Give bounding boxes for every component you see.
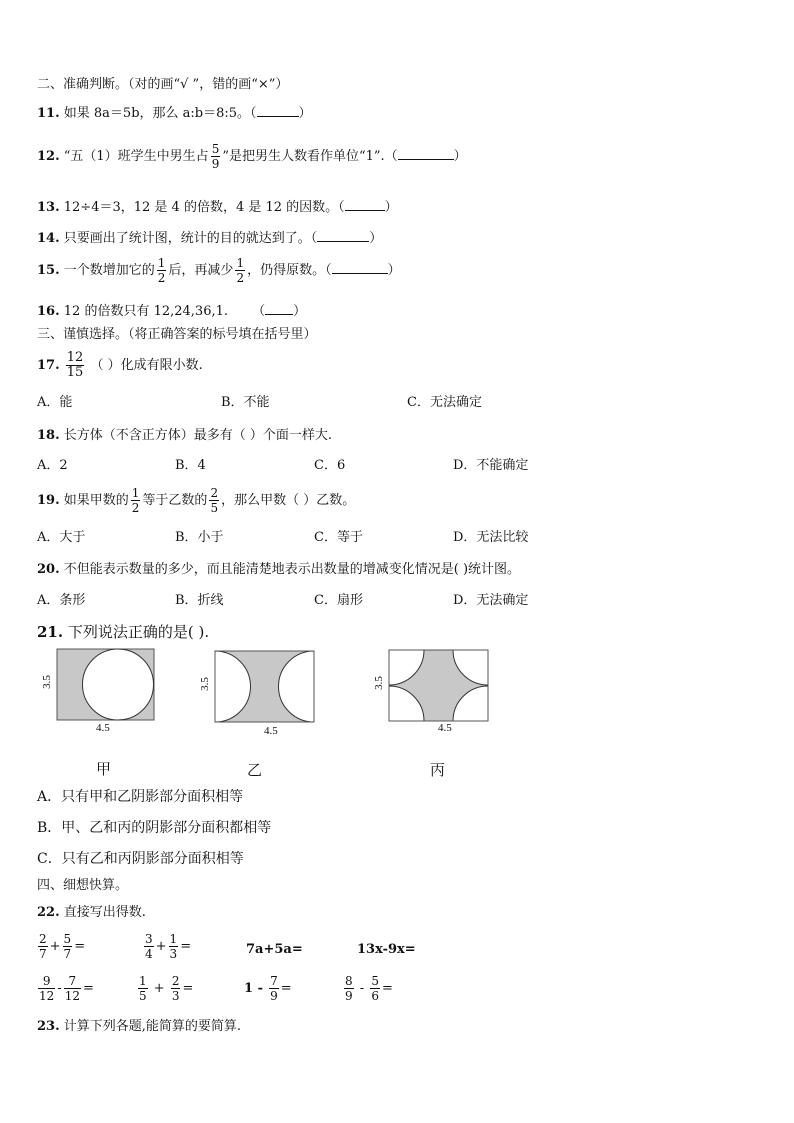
figure-yi xyxy=(214,650,316,724)
q11-number: 11. xyxy=(37,106,60,121)
q16-open: （ xyxy=(252,304,266,319)
q16-number: 16. xyxy=(37,304,60,319)
q15-number: 15. xyxy=(37,263,60,278)
section4-title: 四、细想快算。 xyxy=(37,878,129,893)
q22-text: 直接写出得数. xyxy=(63,905,146,920)
calc-r2-a: $\frac{9}{12}$ - $\frac{7}{12}$ = xyxy=(39,974,94,1003)
calc-r1-a: $\frac{2}{7}$ + $\frac{5}{7}$ = xyxy=(39,932,86,961)
q19-option-b[interactable]: B．小于 xyxy=(175,530,224,545)
question-15 xyxy=(37,256,401,285)
q16-answer-blank[interactable] xyxy=(265,302,293,315)
q18-text: 长方体（不含正方体）最多有（ ）个面一样大. xyxy=(63,428,333,443)
q19-mid: 等于乙数的 xyxy=(142,493,208,508)
question-23 xyxy=(37,1019,241,1035)
q15-close: ） xyxy=(387,263,401,278)
question-19 xyxy=(37,486,355,515)
q23-number: 23. xyxy=(37,1019,60,1034)
q14-text: 只要画出了统计图，统计的目的就达到了。（ xyxy=(63,231,318,246)
question-13 xyxy=(37,198,398,216)
q12-fraction: $\frac{5}{9}$ xyxy=(211,142,220,171)
question-12 xyxy=(37,142,467,171)
figure-yi-width-label: 4.5 xyxy=(264,725,278,737)
q19-pre: 如果甲数的 xyxy=(63,493,129,508)
question-21 xyxy=(37,623,209,641)
q11-answer-blank[interactable] xyxy=(257,104,299,117)
q12-answer-blank[interactable] xyxy=(398,147,454,160)
question-20 xyxy=(37,562,520,578)
calc-r1-b: $\frac{3}{4}$ + $\frac{1}{3}$ = xyxy=(145,932,192,961)
q12-close: ） xyxy=(453,149,467,164)
calc-r2-d: $\frac{8}{9}$ - $\frac{5}{6}$ = xyxy=(345,974,393,1003)
q17-option-c[interactable]: C．无法确定 xyxy=(407,395,482,410)
q15-post: ，仍得原数。（ xyxy=(247,263,332,278)
q14-number: 14. xyxy=(37,231,60,246)
q12-post: ”是把男生人数看作单位“1”.（ xyxy=(222,149,398,164)
calc-r2-b: $\frac{1}{5}$ + $\frac{2}{3}$ = xyxy=(139,974,194,1003)
q18-option-c[interactable]: C．6 xyxy=(314,458,346,473)
q21-option-b[interactable]: B．甲、乙和丙的阴影部分面积都相等 xyxy=(37,820,272,836)
q15-fraction-2: $\frac{1}{2}$ xyxy=(236,256,245,285)
figure-jia-circle xyxy=(83,649,154,720)
calc-r1-c: 7a+5a= xyxy=(246,942,303,957)
q13-answer-blank[interactable] xyxy=(345,198,385,211)
q14-close: ） xyxy=(369,231,383,246)
q19-option-a[interactable]: A．大于 xyxy=(37,530,86,545)
q21-option-c[interactable]: C．只有乙和丙阴影部分面积相等 xyxy=(37,851,244,867)
question-22 xyxy=(37,905,146,921)
q17-option-a[interactable]: A．能 xyxy=(37,395,73,410)
question-16 xyxy=(37,302,306,320)
q19-option-c[interactable]: C．等于 xyxy=(314,530,363,545)
question-11 xyxy=(37,104,312,122)
q13-close: ） xyxy=(384,200,398,215)
q13-text: 12÷4＝3，12 是 4 的倍数，4 是 12 的因数。（ xyxy=(63,200,345,215)
q20-option-d[interactable]: D．无法确定 xyxy=(453,593,529,608)
question-17 xyxy=(37,351,203,380)
figure-bing xyxy=(388,649,490,723)
q15-fraction-1: $\frac{1}{2}$ xyxy=(157,256,166,285)
q21-text: 下列说法正确的是( ). xyxy=(67,623,210,641)
q18-option-a[interactable]: A．2 xyxy=(37,458,68,473)
figure-bing-height-label: 3.5 xyxy=(372,676,385,690)
figure-bing-width-label: 4.5 xyxy=(438,722,452,734)
figure-yi-height-label: 3.5 xyxy=(198,677,211,691)
q12-pre: “五（1）班学生中男生占 xyxy=(63,149,209,164)
q19-fraction-1: $\frac{1}{2}$ xyxy=(131,486,140,515)
q15-pre: 一个数增加它的 xyxy=(63,263,155,278)
q17-post: （ ）化成有限小数. xyxy=(90,358,203,373)
q13-number: 13. xyxy=(37,200,60,215)
q11-close: ） xyxy=(298,106,312,121)
figure-jia-name: 甲 xyxy=(96,760,112,778)
q17-number: 17. xyxy=(37,358,60,373)
q18-number: 18. xyxy=(37,428,60,443)
q14-answer-blank[interactable] xyxy=(317,229,369,242)
q15-mid: 后，再减少 xyxy=(168,263,234,278)
q19-post: ，那么甲数（ ）乙数。 xyxy=(221,493,356,508)
figure-bing-name: 丙 xyxy=(430,761,446,779)
q16-text: 12 的倍数只有 12,24,36,1. xyxy=(63,304,228,319)
q17-option-b[interactable]: B．不能 xyxy=(221,395,270,410)
q12-number: 12. xyxy=(37,149,60,164)
q19-number: 19. xyxy=(37,493,60,508)
section2-title: 二、准确判断。（对的画“√ ”，错的画“×”） xyxy=(37,77,289,92)
calc-r2-c: 1 - $\frac{7}{9}$ = xyxy=(244,974,292,1003)
q20-option-a[interactable]: A．条形 xyxy=(37,593,86,608)
figure-jia-width-label: 4.5 xyxy=(96,722,110,734)
question-14 xyxy=(37,229,382,247)
q20-text: 不但能表示数量的多少，而且能清楚地表示出数量的增减变化情况是( )统计图。 xyxy=(63,562,521,577)
q18-option-b[interactable]: B．4 xyxy=(175,458,206,473)
question-18 xyxy=(37,428,332,444)
q19-fraction-2: $\frac{2}{5}$ xyxy=(210,486,219,515)
q18-option-d[interactable]: D．不能确定 xyxy=(453,458,529,473)
figure-jia-height-label: 3.5 xyxy=(40,675,53,689)
q21-option-a[interactable]: A．只有甲和乙阴影部分面积相等 xyxy=(37,789,244,805)
q22-number: 22. xyxy=(37,905,60,920)
q17-fraction: $\frac{12}{15}$ xyxy=(66,350,84,380)
q15-answer-blank[interactable] xyxy=(332,261,388,274)
figure-yi-name: 乙 xyxy=(247,761,263,779)
section3-title: 三、谨慎选择。（将正确答案的标号填在括号里） xyxy=(37,327,317,342)
q20-option-b[interactable]: B．折线 xyxy=(175,593,224,608)
q19-option-d[interactable]: D．无法比较 xyxy=(453,530,529,545)
q20-number: 20. xyxy=(37,562,60,577)
q20-option-c[interactable]: C．扇形 xyxy=(314,593,363,608)
figure-jia xyxy=(56,648,156,722)
calc-r1-d: 13x-9x= xyxy=(357,942,416,957)
q11-text: 如果 8a＝5b，那么 a:b＝8:5。（ xyxy=(63,106,257,121)
q23-text: 计算下列各题,能简算的要简算. xyxy=(63,1019,242,1034)
q16-close: ） xyxy=(293,304,307,319)
q21-number: 21. xyxy=(37,623,64,641)
